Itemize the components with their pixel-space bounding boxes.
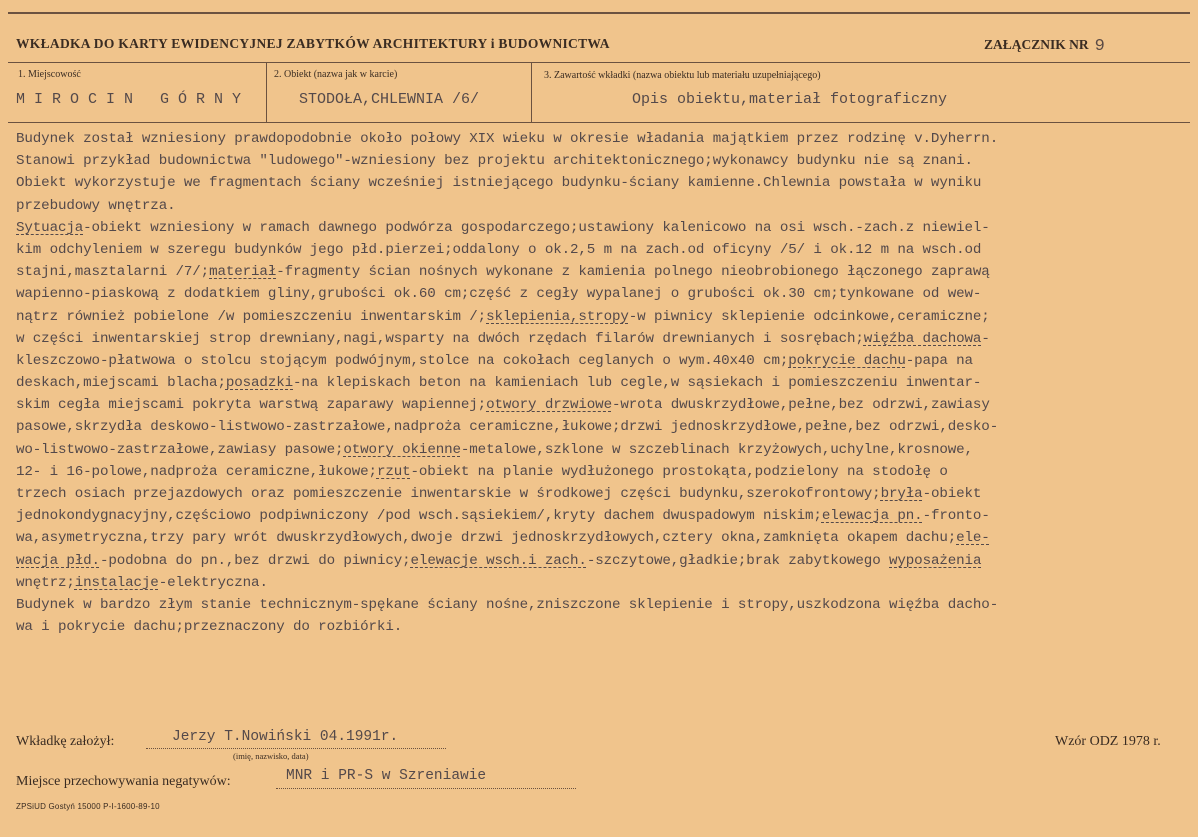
text-line [16,461,1194,483]
text-segment: wa,asymetryczna,trzy pary wrót dwuskrzydłowych,dwoje drzwi jednoskrzydłowych,cztery okna,zamknięta okapem dachu; [16,530,957,547]
section-heading: bryła [880,486,923,502]
section-heading: instalacje [74,574,159,591]
section-heading: więźba dachowa [863,330,982,347]
text-line [16,483,1194,505]
text-line [16,306,1194,328]
text-segment: -elektryczna. [158,574,268,591]
fields-divider [8,122,1190,123]
text-segment: nątrz również pobielone /w pomieszczeniu inwentarskim /; [16,308,487,325]
text-segment: pasowe,skrzydła deskowo-listwowo-zastrzałowe,nadproża ceramiczne,łukowe;drzwi jednoskrzydłowe,pełne,bez odrzwi,desko- [16,419,999,436]
section-heading: elewacje wsch.i zach. [410,552,587,569]
negatives-line [276,788,576,789]
text-line [16,394,1194,416]
attachment-number [984,36,1105,55]
contents-label: 3. Zawartość wkładki (nazwa obiektu lub materiału uzupełniającego) [544,70,821,81]
text-segment: -podobna do pn.,bez drzwi do piwnicy; [99,552,411,569]
section-heading: rzut [376,463,411,480]
text-line [16,150,1194,172]
field-divider-2 [531,62,532,122]
negatives-label: Miejsce przechowywania negatywów: [16,774,231,789]
text-segment: -fronto- [922,508,990,525]
created-by-line [146,748,446,749]
section-heading: otwory drzwiowe [486,397,612,414]
created-by-label: Wkładkę założył: [16,734,115,749]
text-segment: przebudowy wnętrza. [16,197,176,214]
section-heading: Sytuacja [16,219,84,236]
text-segment: stajni,masztalarni /7/; [16,264,210,281]
text-line [16,616,1194,638]
text-line [16,416,1194,438]
text-segment: -obiekt wzniesiony w ramach dawnego podwórza gospodarczego;ustawiony kalenicowo na osi wsch.-zach.z niewiel- [83,219,990,236]
text-segment: Budynek został wzniesiony prawdopodobnie około połowy XIX wieku w okresie władania majątkiem przez rodzinę v.Dyherrn. [16,131,999,147]
text-line [16,439,1194,461]
text-line [16,505,1194,527]
section-heading: pokrycie dachu [788,352,906,369]
text-segment: -w piwnicy sklepienie odcinkowe,ceramiczne; [628,308,990,325]
text-segment: Obiekt wykorzystuje we fragmentach ściany wcześniej istniejącego budynku-ściany kamienne.Chlewnia powstała w wyniku [16,175,982,192]
text-segment: wa i pokrycie dachu;przeznaczony do rozbiórki. [16,619,403,636]
text-segment: skim cegła miejscami pokryta warstwą zaparawy wapiennej; [16,397,487,414]
header-divider [8,62,1190,63]
section-heading: sklepienia,stropy [486,308,629,325]
text-segment: -metalowe,szklone w szczeblinach krzyżowych,uchylne,krosnowe, [460,441,973,458]
text-segment: kim odchyleniem w szeregu budynków jego płd.pierzei;oddalony o ok.2,5 m na zach.od oficyny /5/ i ok.12 m na wsch.od [16,241,982,258]
text-segment: w części inwentarskiej strop drewniany,nagi,wsparty na dwóch rzędach filarów drewnianych i sosrębach; [16,330,864,347]
text-segment: deskach,miejscami blacha; [16,375,226,392]
negatives-value: MNR i PR-S w Szreniawie [286,768,487,784]
text-segment: -obiekt [922,486,982,502]
section-heading: otwory okienne [343,441,461,458]
text-segment: 12- i 16-polowe,nadproża ceramiczne,łukowe; [16,463,377,480]
object-label: 2. Obiekt (nazwa jak w karcie) [274,69,398,80]
section-heading: wacja płd. [16,552,100,569]
text-line [16,239,1194,261]
text-segment: wnętrz; [16,574,75,591]
section-heading: elewacja pn. [821,508,923,525]
text-segment: - [981,330,990,347]
field-divider-1 [266,62,267,122]
section-heading: materiał [209,264,277,281]
section-heading: ele- [956,530,990,547]
attachment-label: ZAŁĄCZNIK NR [984,37,1089,52]
text-line [16,217,1194,239]
location-value: MIROCIN GÓRNY [16,91,251,108]
top-border [8,12,1190,14]
model-label: Wzór ODZ 1978 r. [1055,734,1161,749]
text-line [16,283,1194,305]
text-line [16,372,1194,394]
text-segment: -szczytowe,gładkie;brak zabytkowego [586,552,889,569]
text-line [16,172,1194,194]
object-value: STODOŁA,CHLEWNIA /6/ [299,91,480,108]
section-heading: posadzki [225,375,294,392]
attachment-number-value: 9 [1094,37,1105,56]
form-title: WKŁADKA DO KARTY EWIDENCYJNEJ ZABYTKÓW ARCHITEKTURY i BUDOWNICTWA [16,36,610,51]
text-segment: Stanowi przykład budownictwa "ludowego"-wzniesiony bez projektu architektonicznego;wykonawcy budynku nie są znani. [16,153,973,170]
text-line [16,328,1194,350]
description-text [16,128,1194,638]
printer-imprint: ZPSiUD Gostyń 15000 P-I-1600-89-10 [16,802,160,811]
text-segment: -papa na [905,352,973,369]
text-line [16,350,1194,372]
contents-value: Opis obiektu,materiał fotograficzny [632,91,948,108]
text-segment: -wrota dwuskrzydłowe,pełne,bez odrzwi,zawiasy [611,397,990,414]
text-segment: wo-listwowo-zastrzałowe,zawiasy pasowe; [16,441,344,458]
text-line [16,128,1194,150]
text-segment: jednokondygnacyjny,częściowo podpiwniczony /pod wsch.sąsiekiem/,kryty dachem dwuspadowym niskim; [16,508,822,525]
text-segment: trzech osiach przejazdowych oraz pomieszczenie inwentarskie w środkowej części budynku,szerokofrontowy; [16,486,881,502]
text-line [16,594,1194,616]
text-segment: -na klepiskach beton na kamieniach lub cegle,w sąsiekach i pomieszczeniu inwentar- [293,375,982,392]
location-label: 1. Miejscowość [18,69,81,80]
text-line [16,550,1194,572]
text-segment: Budynek w bardzo złym stanie technicznym-spękane ściany nośne,zniszczone sklepienie i stropy,uszkodzona więźba dacho- [16,596,999,613]
text-line [16,261,1194,283]
text-segment: -obiekt na planie wydłużonego prostokąta,podzielony na stodołę o [410,463,948,480]
text-line [16,527,1194,549]
created-by-value: Jerzy T.Nowiński 04.1991r. [172,729,399,745]
text-line [16,195,1194,217]
created-by-hint: (imię, nazwisko, data) [233,751,309,761]
text-segment: -fragmenty ścian nośnych wykonane z kamienia polnego nieobrobionego łączonego zaprawą [276,264,990,281]
text-segment: wapienno-piaskową z dodatkiem gliny,grubości ok.60 cm;część z cegły wypalanej o grubości ok.30 cm;tynkowane od wew- [16,286,982,303]
section-heading: wyposażenia [889,552,982,569]
text-segment: kleszczowo-płatwowa o stolcu stojącym podwójnym,stolce na cokołach ceglanych o wym.40x40 cm; [16,352,789,369]
text-line [16,572,1194,594]
